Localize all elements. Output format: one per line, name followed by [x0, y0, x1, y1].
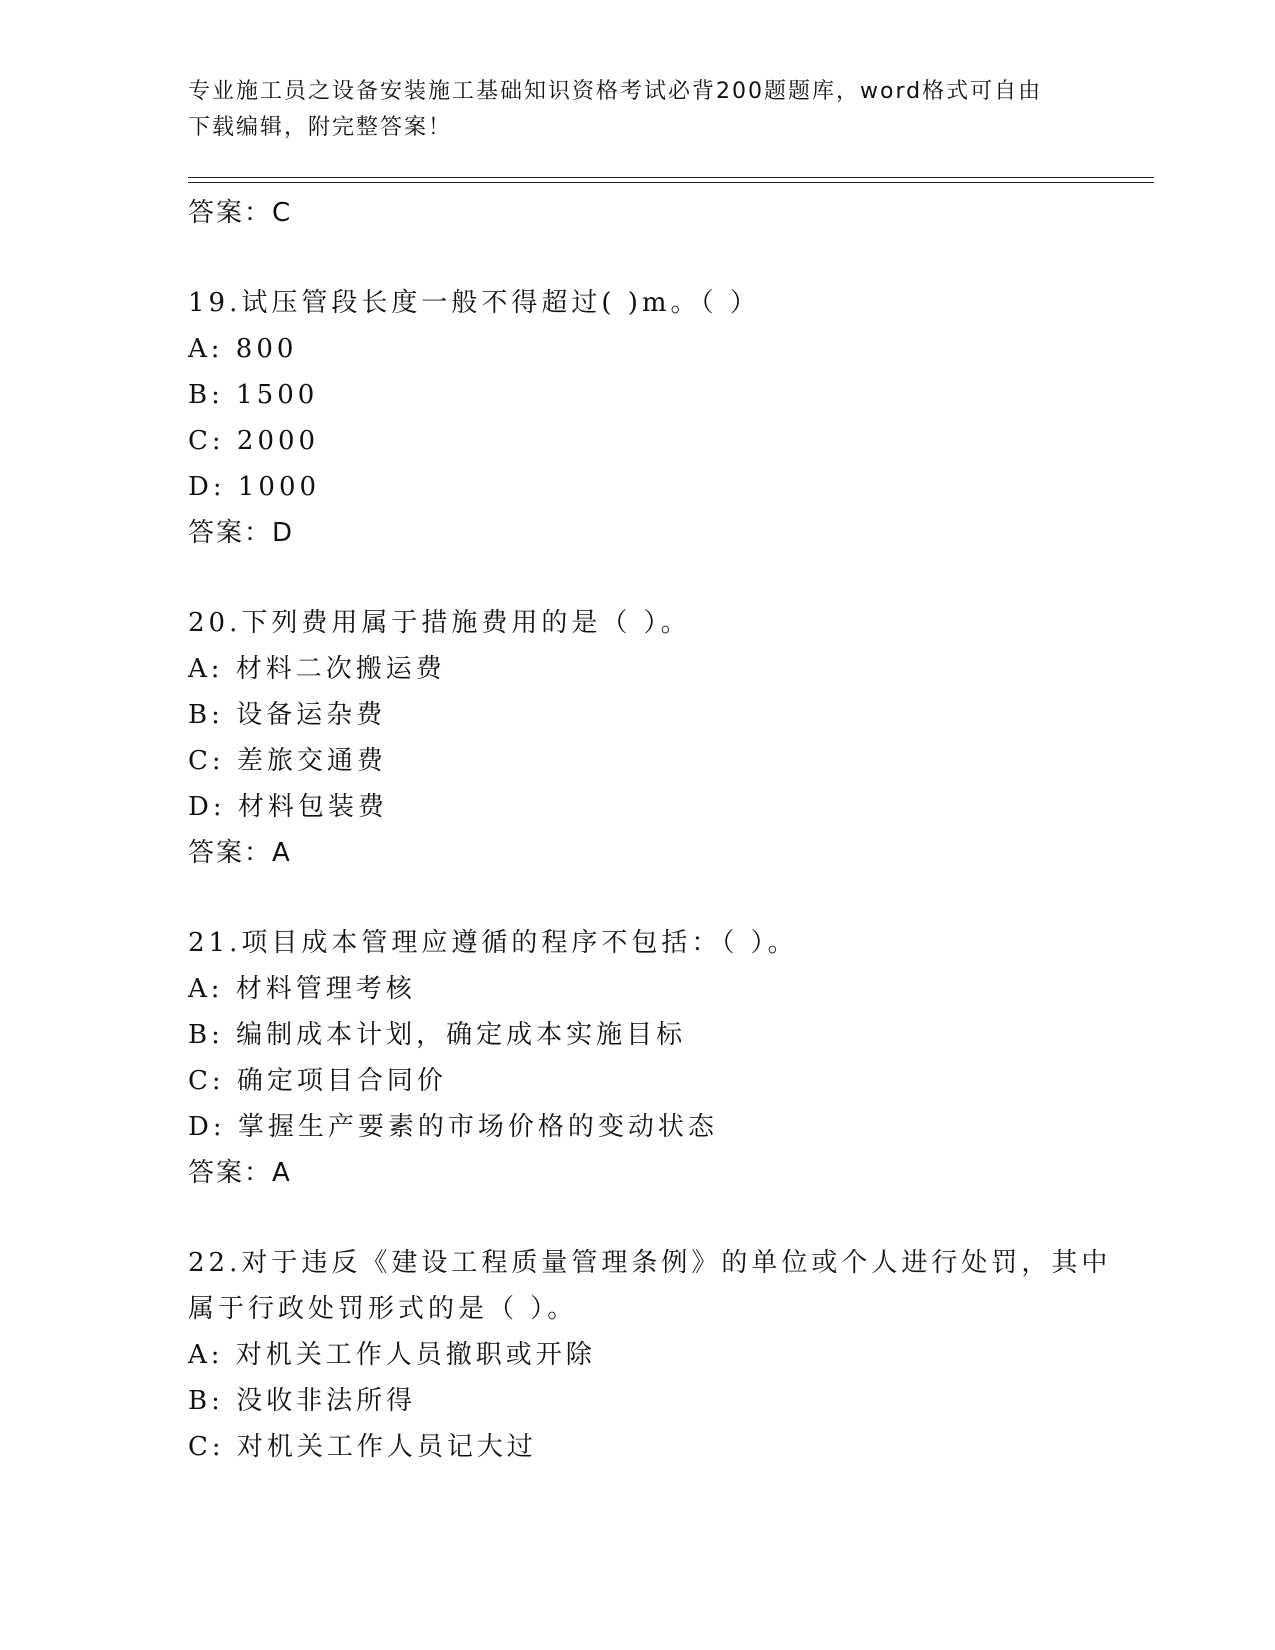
header-line-1: 专业施工员之设备安装施工基础知识资格考试必背200题题库，word格式可自由 [188, 79, 1043, 104]
option-a: A: 材料二次搬运费 [188, 654, 446, 684]
question-text: 19.试压管段长度一般不得超过( )m。（ ） [188, 288, 760, 318]
option-b: B: 编制成本计划，确定成本实施目标 [188, 1020, 687, 1050]
option-b: B: 1500 [188, 380, 319, 410]
option-d: D: 掌握生产要素的市场价格的变动状态 [188, 1112, 718, 1142]
question-text-continued: 属于行政处罚形式的是（ ）。 [188, 1294, 578, 1324]
option-a: A: 材料管理考核 [188, 974, 416, 1004]
spacer [188, 556, 1088, 600]
question-text: 21.项目成本管理应遵循的程序不包括：（ ）。 [188, 928, 798, 958]
spacer [188, 876, 1088, 920]
option-d: D: 1000 [188, 472, 321, 502]
document-header [188, 74, 1088, 146]
option-c: C: 差旅交通费 [188, 746, 387, 776]
question-text: 22.对于违反《建设工程质量管理条例》的单位或个人进行处罚，其中 [188, 1248, 1112, 1278]
option-b: B: 没收非法所得 [188, 1386, 417, 1416]
question-block [188, 600, 1088, 876]
option-c: C: 确定项目合同价 [188, 1066, 447, 1096]
question-text: 20.下列费用属于措施费用的是（ ）。 [188, 608, 691, 638]
option-c: C: 2000 [188, 426, 320, 456]
question-block [188, 280, 1088, 556]
spacer [188, 236, 1088, 280]
previous-answer: 答案：C [188, 198, 293, 228]
question-block [188, 1240, 1112, 1470]
header-divider-bottom [188, 182, 1154, 183]
answer-line: 答案：A [188, 838, 292, 868]
spacer [188, 1196, 1088, 1240]
answer-line: 答案：D [188, 518, 295, 548]
header-line-2: 下载编辑，附完整答案！ [188, 115, 453, 140]
header-divider-top [188, 177, 1154, 178]
option-c: C: 对机关工作人员记大过 [188, 1432, 537, 1462]
option-d: D: 材料包装费 [188, 792, 388, 822]
answer-line: 答案：A [188, 1158, 292, 1188]
option-a: A: 对机关工作人员撤职或开除 [188, 1340, 596, 1370]
option-a: A: 800 [188, 334, 298, 364]
question-list [188, 190, 1112, 1470]
option-b: B: 设备运杂费 [188, 700, 387, 730]
question-block [188, 920, 1088, 1196]
